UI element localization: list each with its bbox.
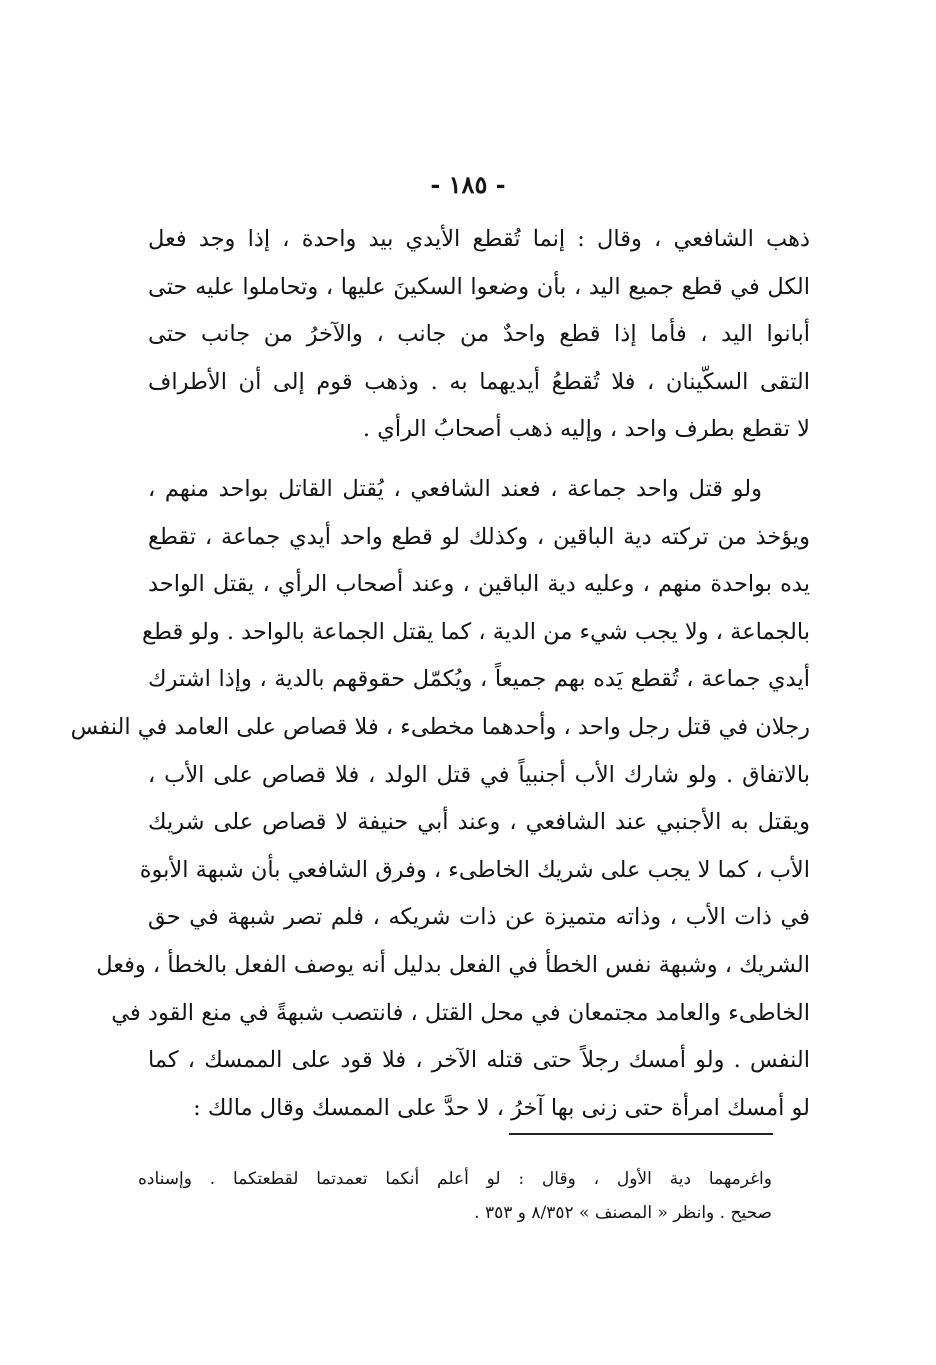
- paragraph-line: أيدي جماعة ، تُقطع يَده بهم جميعاً ، ويُكمّل حقوقهم بالدية ، وإذا اشترك: [148, 666, 810, 693]
- paragraph-line: لا تقطع بطرف واحد ، وإليه ذهب أصحابُ الرأي .: [362, 416, 810, 443]
- footnote-line: صحيح . وانظر « المصنف » ٨/٣٥٢ و ٣٥٣ .: [474, 1203, 772, 1223]
- page-number: - ١٨٥ -: [430, 170, 506, 199]
- paragraph-line: الأب ، كما لا يجب على شريك الخاطىء ، وفرق الشافعي بأن شبهة الأبوة: [139, 856, 810, 883]
- paragraph-line: ولو قتل واحد جماعة ، فعند الشافعي ، يُقتل القاتل بواحد منهم ،: [148, 476, 762, 502]
- paragraph-line: ويؤخذ من تركته دية الباقين ، وكذلك لو قطع واحد أيدي جماعة ، تقطع: [148, 523, 810, 550]
- paragraph-line: بالاتفاق . ولو شارك الأب أجنبياً في قتل الولد ، فلا قصاص على الأب ،: [148, 761, 810, 788]
- paragraph-line: الكل في قطع جميع اليد ، بأن وضعوا السكينَ عليها ، وتحاملوا عليه حتى: [148, 273, 810, 300]
- footnote-line: واغرمهما دية الأول ، وقال : لو أعلم أنكما تعمدتما لقطعتكما . وإسناده: [138, 1169, 772, 1189]
- paragraph-line: يده بواحدة منهم ، وعليه دية الباقين ، وعند أصحاب الرأي ، يقتل الواحد: [148, 571, 810, 598]
- paragraph-line: التقى السكّينان ، فلا تُقطعُ أيديهما به . وذهب قوم إلى أن الأطراف: [148, 368, 810, 395]
- paragraph-line: أبانوا اليد ، فأما إذا قطع واحدٌ من جانب ، والآخرُ من جانب حتى: [148, 321, 810, 348]
- footnote: [138, 1162, 772, 1230]
- paragraph-1: [148, 216, 810, 454]
- paragraph-line: رجلان في قتل رجل واحد ، وأحدهما مخطىء ، فلا قصاص على العامد في النفس: [70, 713, 810, 740]
- paragraph-line: في ذات الأب ، وذاته متميزة عن ذات شريكه ، فلم تصر شبهة في حق: [148, 904, 810, 931]
- paragraph-line: ويقتل به الأجنبي عند الشافعي ، وعند أبي حنيفة لا قصاص على شريك: [148, 809, 810, 836]
- paragraph-2: [70, 466, 810, 1132]
- paragraph-line: لو أمسك امرأة حتى زنى بها آخرُ ، لا حدَّ على الممسك وقال مالك :: [193, 1094, 810, 1121]
- paragraph-line: بالجماعة ، ولا يجب شيء من الدية ، كما يقتل الجماعة بالواحد . ولو قطع: [142, 618, 810, 645]
- paragraph-line: النفس . ولو أمسك رجلاً حتى قتله الآخر ، فلا قود على الممسك ، كما: [148, 1047, 810, 1074]
- paragraph-line: الخاطىء والعامد مجتمعان في محل القتل ، فانتصب شبهةً في منع القود في: [111, 999, 810, 1026]
- footnote-divider: [509, 1133, 773, 1135]
- paragraph-line: الشريك ، وشبهة نفس الخطأ في الفعل بدليل أنه يوصف الفعل بالخطأ ، وفعل: [96, 951, 810, 978]
- paragraph-line: ذهب الشافعي ، وقال : إنما تُقطع الأيدي بيد واحدة ، إذا وجد فعل: [148, 226, 810, 252]
